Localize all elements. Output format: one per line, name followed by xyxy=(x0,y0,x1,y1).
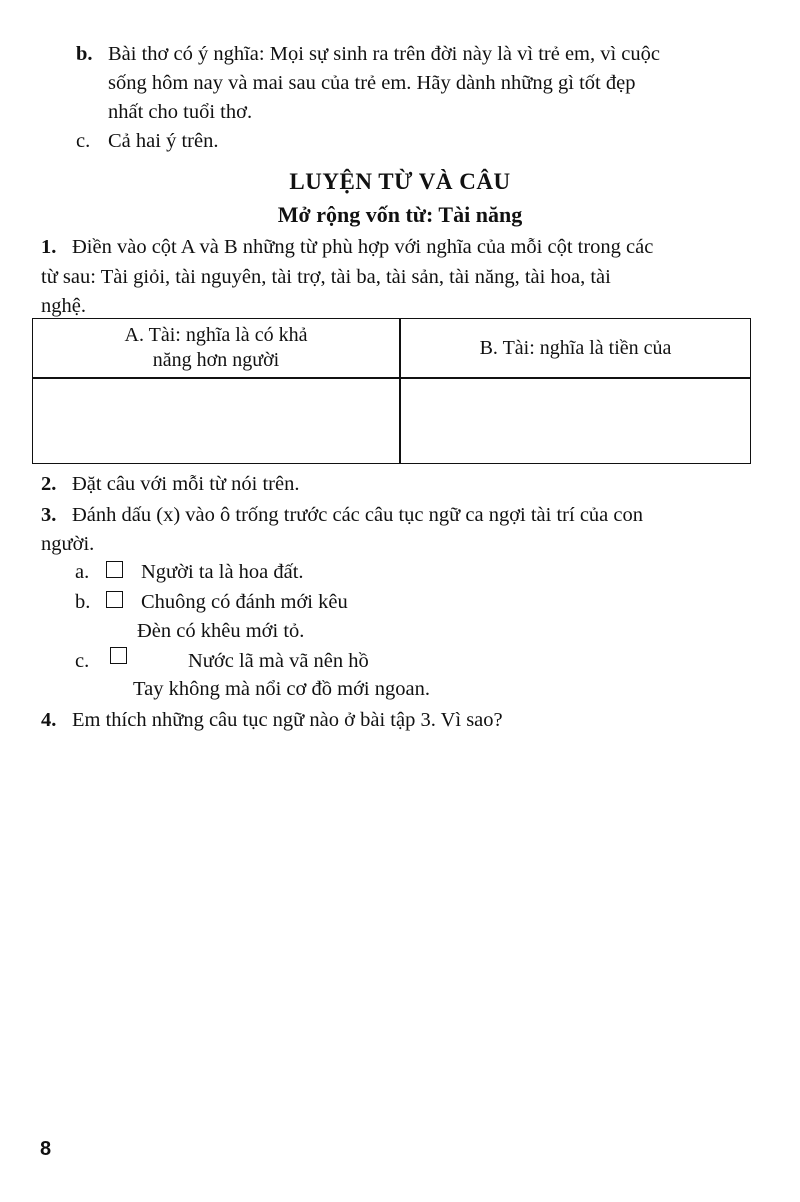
question-number: 3. xyxy=(41,504,57,526)
question-number: 4. xyxy=(41,709,57,731)
item-label: a. xyxy=(75,561,90,583)
option-text-line: sống hôm nay và mai sau của trẻ em. Hãy dành những gì tốt đẹp xyxy=(108,72,636,94)
question-text-line: từ sau: Tài giỏi, tài nguyên, tài trợ, tài ba, tài sản, tài năng, tài hoa, tài xyxy=(41,266,611,288)
question-text: Đặt câu với mỗi từ nói trên. xyxy=(72,473,300,495)
question-text-line: Điền vào cột A và B những từ phù hợp với nghĩa của mỗi cột trong các xyxy=(72,236,654,258)
table-cell-b-answer[interactable] xyxy=(401,379,750,463)
page-number: 8 xyxy=(40,1138,52,1160)
proverb-line: Chuông có đánh mới kêu xyxy=(141,591,348,613)
question-number: 1. xyxy=(41,236,57,258)
table-header-col-a: A. Tài: nghĩa là có khả năng hơn người xyxy=(124,324,308,371)
proverb-line: Đèn có khêu mới tỏ. xyxy=(137,620,305,642)
proverb-line: Tay không mà nổi cơ đồ mới ngoan. xyxy=(133,678,430,700)
table-cell-a-answer[interactable] xyxy=(33,379,399,463)
answer-table xyxy=(32,318,751,464)
question-text-line: người. xyxy=(41,533,95,555)
proverb-line: Nước lã mà vã nên hồ xyxy=(188,650,369,672)
checkbox[interactable] xyxy=(110,645,127,668)
question-text-line: nghệ. xyxy=(41,295,86,317)
table-header-col-b: B. Tài: nghĩa là tiền của xyxy=(479,336,672,359)
option-label: c. xyxy=(76,130,91,152)
section-subtitle: Mở rộng vốn từ: Tài năng xyxy=(277,202,523,227)
checkbox[interactable] xyxy=(106,589,123,612)
question-text-line: Đánh dấu (x) vào ô trống trước các câu tục ngữ ca ngợi tài trí của con xyxy=(72,504,643,526)
section-title: LUYỆN TỪ VÀ CÂU xyxy=(289,169,511,194)
item-label: b. xyxy=(75,591,91,613)
checkbox[interactable] xyxy=(106,559,123,582)
option-label: b. xyxy=(76,43,93,65)
question-text: Em thích những câu tục ngữ nào ở bài tập 3. Vì sao? xyxy=(72,709,503,731)
item-label: c. xyxy=(75,650,90,672)
option-text-line: Cả hai ý trên. xyxy=(108,130,219,152)
option-text-line: Bài thơ có ý nghĩa: Mọi sự sinh ra trên đời này là vì trẻ em, vì cuộc xyxy=(108,43,661,65)
option-text-line: nhất cho tuổi thơ. xyxy=(108,101,253,123)
question-number: 2. xyxy=(41,473,57,495)
proverb-line: Người ta là hoa đất. xyxy=(141,561,304,583)
